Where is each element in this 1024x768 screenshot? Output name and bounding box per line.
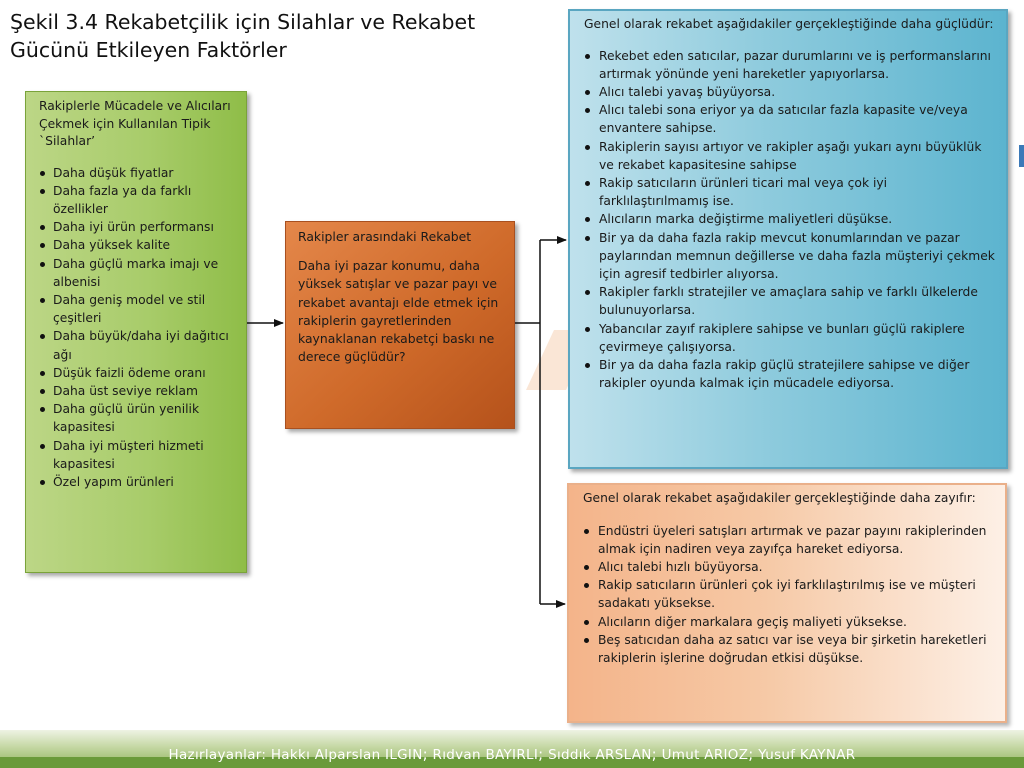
list-item: Daha güçlü marka imajı ve albenisi — [39, 255, 238, 291]
list-item: Alıcıların marka değiştirme maliyetleri düşükse. — [584, 210, 996, 228]
weapons-heading: Rakiplerle Mücadele ve Alıcıları Çekmek için Kullanılan Tipik `Silahlar’ — [39, 99, 231, 148]
list-item: Bir ya da daha fazla rakip güçlü stratejilere sahipse ve diğer rakipler oyunda kalmak için mücadele ediyorsa. — [584, 356, 996, 392]
list-item: Rakipler farklı stratejiler ve amaçlara sahip ve farklı ülkelerde bulunuyorlarsa. — [584, 283, 996, 319]
footer-credits: Hazırlayanlar: Hakkı Alparslan ILGIN; Rıdvan BAYIRLI; Sıddık ARSLAN; Umut ARIOZ; Yusuf KAYNAR — [168, 745, 856, 763]
list-item: Endüstri üyeleri satışları artırmak ve pazar payını rakiplerinden almak için nadiren veya zayıfça hareket ediyorsa. — [583, 522, 995, 558]
footer-name: Umut ARIOZ — [661, 747, 749, 763]
stronger-heading: Genel olarak rekabet aşağıdakiler gerçekleştiğinde daha güçlüdür: — [584, 17, 994, 31]
list-item: Daha güçlü ürün yenilik kapasitesi — [39, 400, 238, 436]
list-item: Rakip satıcıların ürünleri ticari mal veya çok iyi farklılaştırılmamış ise. — [584, 174, 996, 210]
list-item: Özel yapım ürünleri — [39, 473, 238, 491]
list-item: Rakip satıcıların ürünleri çok iyi farklılaştırılmış ise ve müşteri sadakatı yüksekse. — [583, 576, 995, 612]
rivalry-question: Daha iyi pazar konumu, daha yüksek satışlar ve pazar payı ve rekabet avantajı elde etmek için rakiplerin gayretlerinden kaynaklanan rekabetçi baskı ne derece güçlüdür? — [298, 258, 499, 365]
footer-name: Sıddık ARSLAN — [548, 747, 652, 763]
list-item: Daha iyi müşteri hizmeti kapasitesi — [39, 437, 238, 473]
list-item: Alıcıların diğer markalara geçiş maliyeti yüksekse. — [583, 613, 995, 631]
list-item: Daha yüksek kalite — [39, 236, 238, 254]
figure-title: Şekil 3.4 Rekabetçilik için Silahlar ve Rekabet Gücünü Etkileyen Faktörler — [10, 10, 476, 62]
list-item: Beş satıcıdan daha az satıcı var ise veya bir şirketin hareketleri rakiplerin işlerine doğrudan etkisi düşükse. — [583, 631, 995, 667]
list-item: Rakiplerin sayısı artıyor ve rakipler aşağı yukarı aynı büyüklük ve rekabet kapasitesine sahipse — [584, 138, 996, 174]
list-item: Daha fazla ya da farklı özellikler — [39, 182, 238, 218]
list-item: Alıcı talebi sona eriyor ya da satıcılar fazla kapasite ve/veya envantere sahipse. — [584, 101, 996, 137]
list-item: Daha geniş model ve stil çeşitleri — [39, 291, 238, 327]
list-item: Düşük faizli ödeme oranı — [39, 364, 238, 382]
list-item: Rekebet eden satıcılar, pazar durumlarını ve iş performanslarını artırmak yönünde yeni hareketler yapıyorlarsa. — [584, 47, 996, 83]
footer-name: Rıdvan BAYIRLI — [432, 747, 539, 763]
list-item: Daha iyi ürün performansı — [39, 218, 238, 236]
footer-name: Hazırlayanlar: Hakkı Alparslan ILGIN — [168, 747, 423, 763]
list-item: Daha büyük/daha iyi dağıtıcı ağı — [39, 327, 238, 363]
list-item: Daha üst seviye reklam — [39, 382, 238, 400]
list-item: Alıcı talebi yavaş büyüyorsa. — [584, 83, 996, 101]
list-item: Alıcı talebi hızlı büyüyorsa. — [583, 558, 995, 576]
rivalry-heading: Rakipler arasındaki Rekabet — [298, 229, 472, 244]
list-item: Yabancılar zayıf rakiplere sahipse ve bunları güçlü rakiplere çevirmeye çalışıyorsa. — [584, 320, 996, 356]
list-item: Daha düşük fiyatlar — [39, 164, 238, 182]
weaker-heading: Genel olarak rekabet aşağıdakiler gerçekleştiğinde daha zayıfır: — [583, 491, 976, 505]
footer-name: Yusuf KAYNAR — [758, 747, 856, 763]
list-item: Bir ya da daha fazla rakip mevcut konumlarından ve pazar paylarından memnun değillerse ve daha fazla müşteriyi çekmek için agresif tedbirler alıyorsa. — [584, 229, 996, 284]
